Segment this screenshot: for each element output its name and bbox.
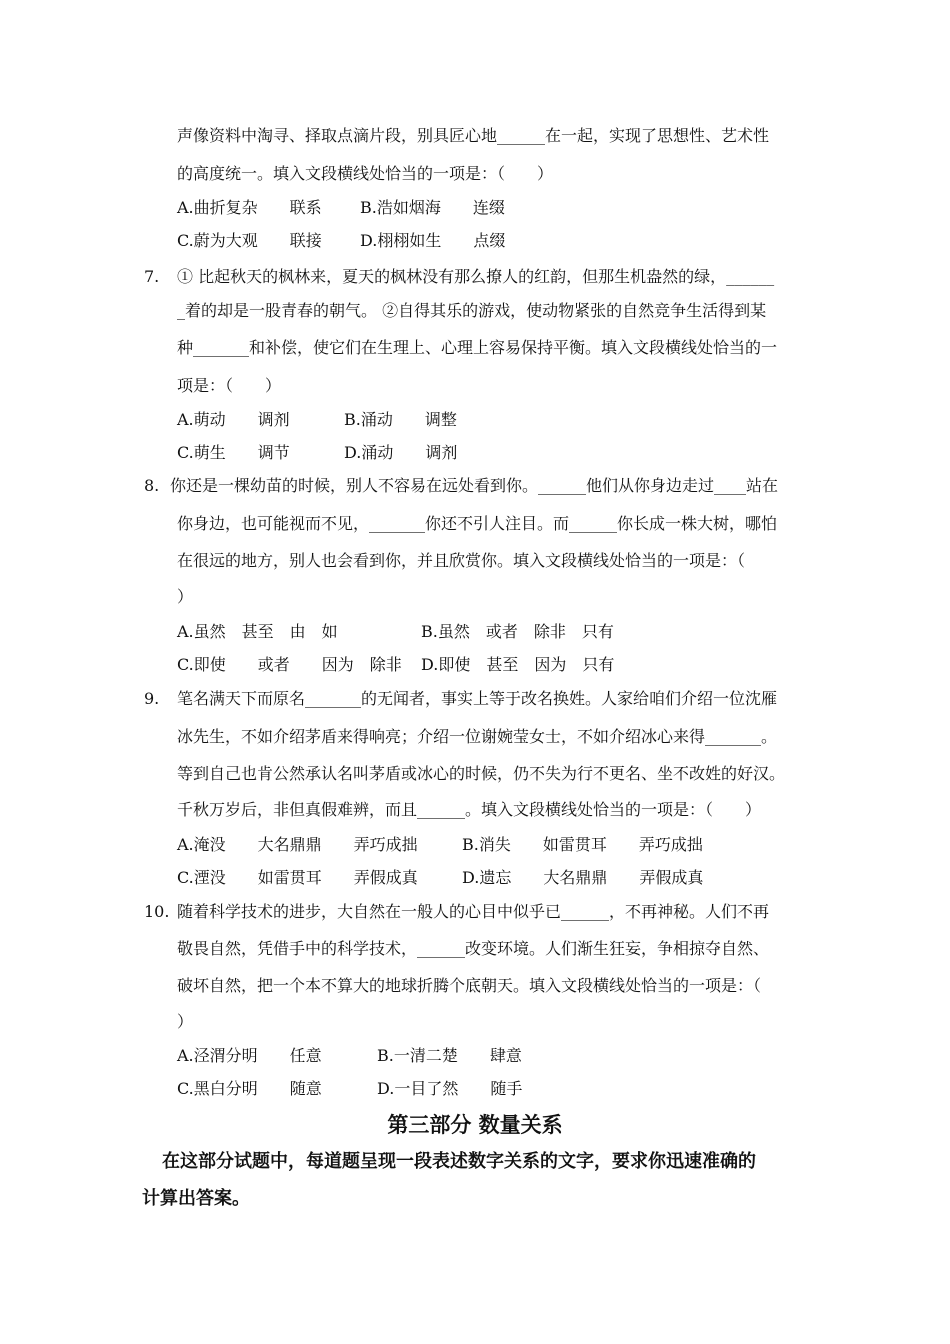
q10-line-2: 敬畏自然，凭借手中的科学技术，______改变环境。人们渐生狂妄，争相掠夺自然、 [177,939,770,958]
section-intro-line-1: 在这部分试题中，每道题呈现一段表述数字关系的文字，要求你迅速准确的 [162,1151,756,1172]
q8-option-b: B.虽然 或者 除非 只有 [421,622,614,641]
q6-line-2: 的高度统一。填入文段横线处恰当的一项是：（ ） [177,164,554,183]
q7-option-a: A.萌动 调剂 [177,410,290,429]
q10-option-b: B.一清二楚 肆意 [377,1046,522,1065]
q10-option-a: A.泾渭分明 任意 [177,1046,322,1065]
q8-line-3: 在很远的地方，别人也会看到你，并且欣赏你。填入文段横线处恰当的一项是：（ [177,551,746,570]
q9-option-c: C.湮没 如雷贯耳 弄假成真 [177,868,418,887]
q7-number: 7. [144,267,160,286]
q7-option-d: D.涌动 调剂 [344,443,458,462]
q10-option-d: D.一目了然 随手 [377,1079,523,1098]
q9-line-3: 等到自己也肯公然承认名叫茅盾或冰心的时候，仍不失为行不更名、坐不改姓的好汉。 [177,764,786,783]
q10-option-c: C.黑白分明 随意 [177,1079,322,1098]
q8-option-a: A.虽然 甚至 由 如 [177,622,338,641]
q9-line-4: 千秋万岁后，非但真假难辨，而且______。填入文段横线处恰当的一项是：（ ） [177,800,762,819]
q6-option-a: A.曲折复杂 联系 [177,198,322,217]
q10-line-3: 破坏自然，把一个本不算大的地球折腾个底朝天。填入文段横线处恰当的一项是：（ [177,976,762,995]
q7-line-3: 种_______和补偿，使它们在生理上、心理上容易保持平衡。填入文段横线处恰当的一 [177,338,778,357]
q9-option-b: B.消失 如雷贯耳 弄巧成拙 [462,835,703,854]
q8-line-4: ） [177,587,194,606]
q9-line-1: 笔名满天下而原名_______的无闻者，事实上等于改名换姓。人家给咱们介绍一位沈雁 [177,689,778,708]
q8-line-2: 你身边，也可能视而不见，_______你还不引人注目。而______你长成一株大树，哪怕 [177,514,778,533]
q9-number: 9. [144,689,160,708]
q7-line-1: ① 比起秋天的枫林来，夏天的枫林没有那么撩人的红韵，但那生机盎然的绿，______ [177,267,775,286]
q6-line-1: 声像资料中淘寻、择取点滴片段，别具匠心地______在一起，实现了思想性、艺术性 [177,126,770,145]
q7-option-b: B.涌动 调整 [344,410,457,429]
q8-number: 8. [144,476,160,495]
q10-line-4: ） [177,1012,194,1031]
q6-option-d: D.栩栩如生 点缀 [360,231,506,250]
q7-line-4: 项是：（ ） [177,376,282,395]
q10-number: 10. [144,902,170,921]
q6-option-c: C.蔚为大观 联接 [177,231,322,250]
q6-option-b: B.浩如烟海 连缀 [360,198,505,217]
q10-line-1: 随着科学技术的进步，大自然在一般人的心目中似乎已______，不再神秘。人们不再 [177,902,770,921]
section-intro-line-2: 计算出答案。 [142,1188,250,1209]
q7-line-2: _着的却是一股青春的朝气。 ②自得其乐的游戏，使动物紧张的自然竞争生活得到某 [177,301,767,320]
q9-line-2: 冰先生，不如介绍茅盾来得响亮；介绍一位谢婉莹女士，不如介绍冰心来得_______。 [177,727,778,746]
q8-option-d: D.即使 甚至 因为 只有 [421,655,615,674]
q7-option-c: C.萌生 调节 [177,443,290,462]
q9-option-d: D.遗忘 大名鼎鼎 弄假成真 [462,868,704,887]
section-title: 第三部分 数量关系 [387,1112,563,1137]
q9-option-a: A.淹没 大名鼎鼎 弄巧成拙 [177,835,418,854]
q8-line-1: 你还是一棵幼苗的时候，别人不容易在远处看到你。______他们从你身边走过____站在 [170,476,779,495]
q8-option-c: C.即使 或者 因为 除非 [177,655,402,674]
